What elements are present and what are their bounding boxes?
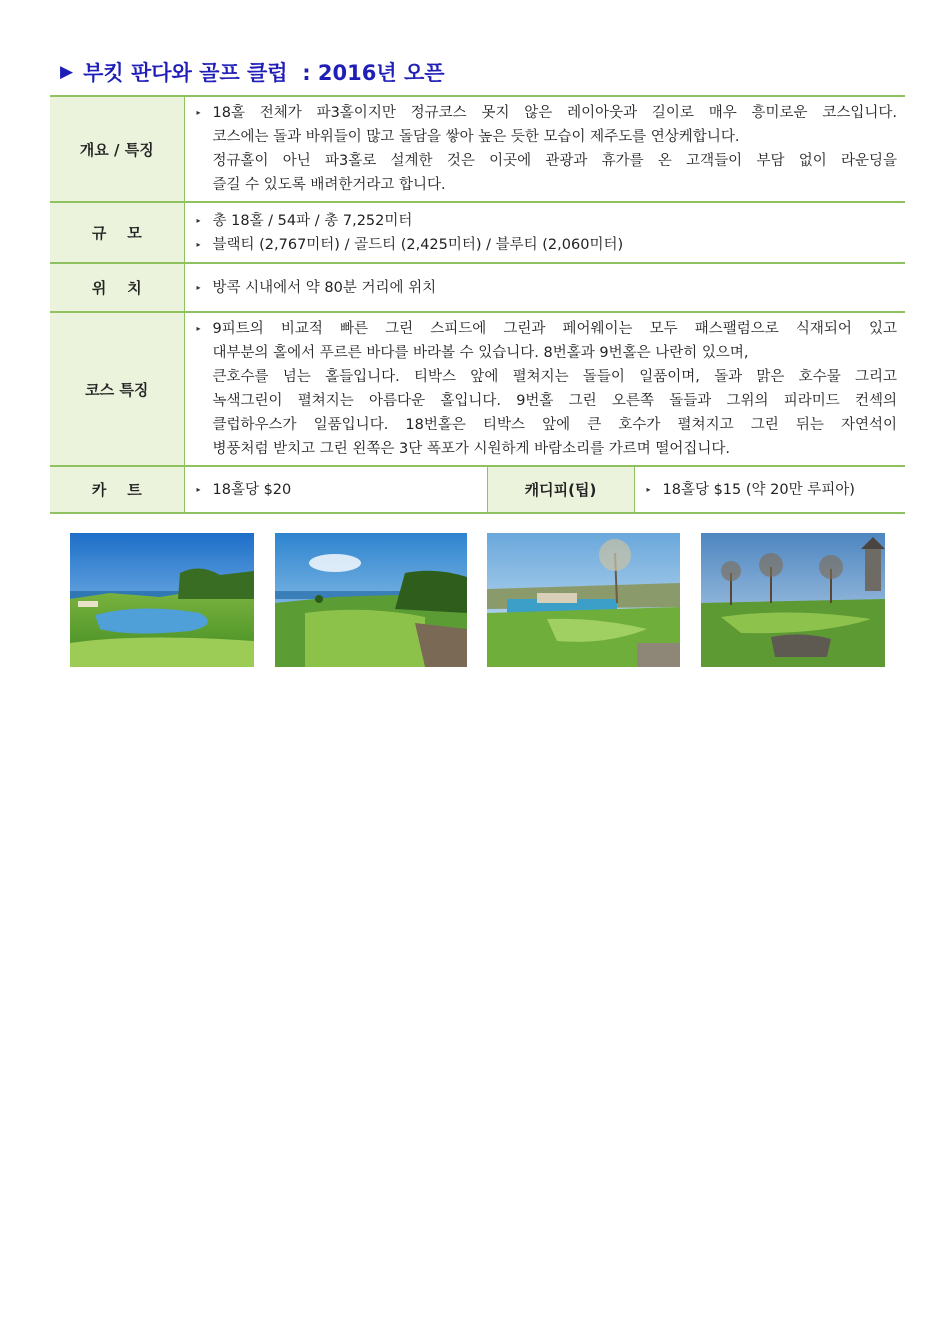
location-content — [184, 263, 905, 312]
scale-content — [184, 202, 905, 263]
bullet-icon: ▸ — [196, 215, 201, 225]
list-item: ▸ 18홀 전체가 파3홀이지만 정규코스 못지 않은 레이아웃과 길이로 매우 흥미로운 코스입니다. — [197, 101, 898, 125]
golf-course-photo-2 — [275, 533, 467, 667]
bullet-icon: ▸ — [196, 324, 201, 333]
text-line: 클럽하우스가 일품입니다. 18번홀은 티박스 앞에 큰 호수가 펼쳐지고 그린 뒤는 자연석이 — [212, 417, 898, 433]
page-title — [60, 56, 445, 88]
course-content — [184, 312, 905, 466]
photo-strip — [0, 533, 950, 667]
triangle-icon: ▶ — [60, 62, 74, 82]
course-label: 코스 특징 — [50, 312, 184, 466]
golf-course-photo-4 — [701, 533, 885, 667]
list-item: ▸ 18홀당 $15 (약 20만 루피아) — [647, 478, 898, 502]
location-label: 위 치 — [50, 263, 184, 312]
row-course — [50, 312, 905, 466]
text-line: 코스에는 돌과 바위들이 많고 돌담을 쌓아 높은 듯한 모습이 제주도를 연상케합니다. — [212, 129, 740, 145]
bullet-icon: ▸ — [196, 282, 201, 292]
cart-content — [184, 466, 487, 513]
course-info-table — [50, 95, 905, 514]
text-line: 즐길 수 있도록 배려한거라고 합니다. — [212, 177, 446, 193]
row-scale — [50, 202, 905, 263]
bullet-icon: ▸ — [196, 108, 201, 117]
text-line: 녹색그린이 펼쳐지는 아름다운 홀입니다. 9번홀 그린 오른쪽 돌들과 그위의 피라미드 컨섹의 — [212, 393, 898, 409]
bullet-icon: ▸ — [196, 484, 201, 494]
cart-label: 카 트 — [50, 466, 184, 513]
row-overview — [50, 96, 905, 202]
golf-course-photo-1 — [70, 533, 254, 667]
golf-course-photo-3 — [487, 533, 680, 667]
text-line: 병풍처럼 받치고 그린 왼쪽은 3단 폭포가 시원하게 바람소리를 가르며 떨어집니다. — [212, 441, 731, 457]
list-item: ▸ 총 18홀 / 54파 / 총 7,252미터 — [197, 209, 898, 233]
bullet-icon: ▸ — [646, 484, 651, 494]
overview-content — [184, 96, 905, 202]
scale-label: 규 모 — [50, 202, 184, 263]
row-location — [50, 263, 905, 312]
caddie-label: 캐디피(팁) — [487, 466, 634, 513]
caddie-content — [634, 466, 905, 513]
list-item: ▸ 블랙티 (2,767미터) / 골드티 (2,425미터) / 블루티 (2,060미터) — [197, 233, 898, 257]
bullet-icon: ▸ — [196, 239, 201, 249]
overview-label: 개요 / 특징 — [50, 96, 184, 202]
list-item: ▸ 18홀당 $20 — [197, 478, 479, 502]
list-item: ▸ 방콕 시내에서 약 80분 거리에 위치 — [197, 276, 898, 300]
text-line: 대부분의 홀에서 푸르른 바다를 바라볼 수 있습니다. 8번홀과 9번홀은 나란히 있으며, — [212, 345, 749, 361]
list-item: ▸ 9피트의 비교적 빠른 그린 스피드에 그린과 페어웨이는 모두 패스팰럼으로 식재되어 있고 — [197, 317, 898, 341]
text-line: 정규홀이 아닌 파3홀로 설계한 것은 이곳에 관광과 휴가를 온 고객들이 부담 없이 라운딩을 — [212, 153, 898, 169]
title-text: 부킷 판다와 골프 클럽 : 2016년 오픈 — [83, 61, 445, 85]
row-cart-caddie — [50, 466, 905, 513]
text-line: 큰호수를 넘는 홀들입니다. 티박스 앞에 펼쳐지는 돌들이 일품이며, 돌과 맑은 호수물 그리고 — [212, 369, 898, 385]
